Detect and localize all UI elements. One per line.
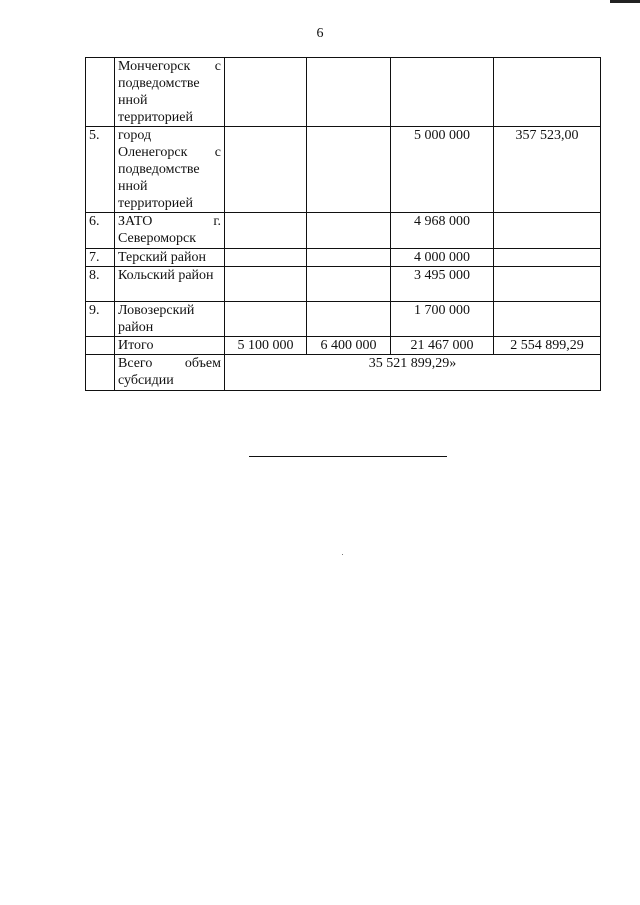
value-col3: 3 495 000 [391,267,494,302]
table-row [86,302,601,337]
value-col3: 4 968 000 [391,213,494,249]
municipality-name: город Оленегорск с подведомстве нной территорией [115,127,225,213]
grand-total-value: 35 521 899,29» [225,355,601,391]
row-number: 6. [86,213,115,249]
total-label: Итого [115,337,225,355]
row-number [86,58,115,127]
value-col4 [494,249,601,267]
total-col2: 6 400 000 [307,337,391,355]
value-col2 [307,302,391,337]
value-col2 [307,58,391,127]
total-row [86,337,601,355]
grand-total-label: Всего объем субсидии [115,355,225,391]
total-col1: 5 100 000 [225,337,307,355]
subsidy-table [85,57,601,391]
table-row [86,213,601,249]
value-col4: 357 523,00 [494,127,601,213]
municipality-name: ЗАТО г. Североморск [115,213,225,249]
table-row [86,58,601,127]
municipality-name: Мончегорск с подведомстве нной территорией [115,58,225,127]
value-col1 [225,58,307,127]
table-row [86,249,601,267]
value-col4 [494,213,601,249]
value-col1 [225,127,307,213]
value-col2 [307,267,391,302]
value-col3 [391,58,494,127]
value-col2 [307,127,391,213]
row-number [86,355,115,391]
scan-corner-mark [610,0,640,3]
row-number: 8. [86,267,115,302]
value-col2 [307,249,391,267]
value-col2 [307,213,391,249]
row-number: 7. [86,249,115,267]
value-col1 [225,249,307,267]
value-col4 [494,267,601,302]
row-number: 9. [86,302,115,337]
end-divider-line [249,456,447,457]
value-col1 [225,267,307,302]
grand-total-row [86,355,601,391]
page-number: 6 [316,26,324,41]
value-col1 [225,302,307,337]
table-row [86,267,601,302]
row-number: 5. [86,127,115,213]
municipality-name: Кольский район [115,267,225,302]
total-col3: 21 467 000 [391,337,494,355]
value-col3: 1 700 000 [391,302,494,337]
municipality-name: Ловозерский район [115,302,225,337]
value-col4 [494,58,601,127]
table-row [86,127,601,213]
value-col3: 4 000 000 [391,249,494,267]
scan-speck [342,554,343,555]
value-col3: 5 000 000 [391,127,494,213]
row-number [86,337,115,355]
total-col4: 2 554 899,29 [494,337,601,355]
value-col1 [225,213,307,249]
municipality-name: Терский район [115,249,225,267]
value-col4 [494,302,601,337]
